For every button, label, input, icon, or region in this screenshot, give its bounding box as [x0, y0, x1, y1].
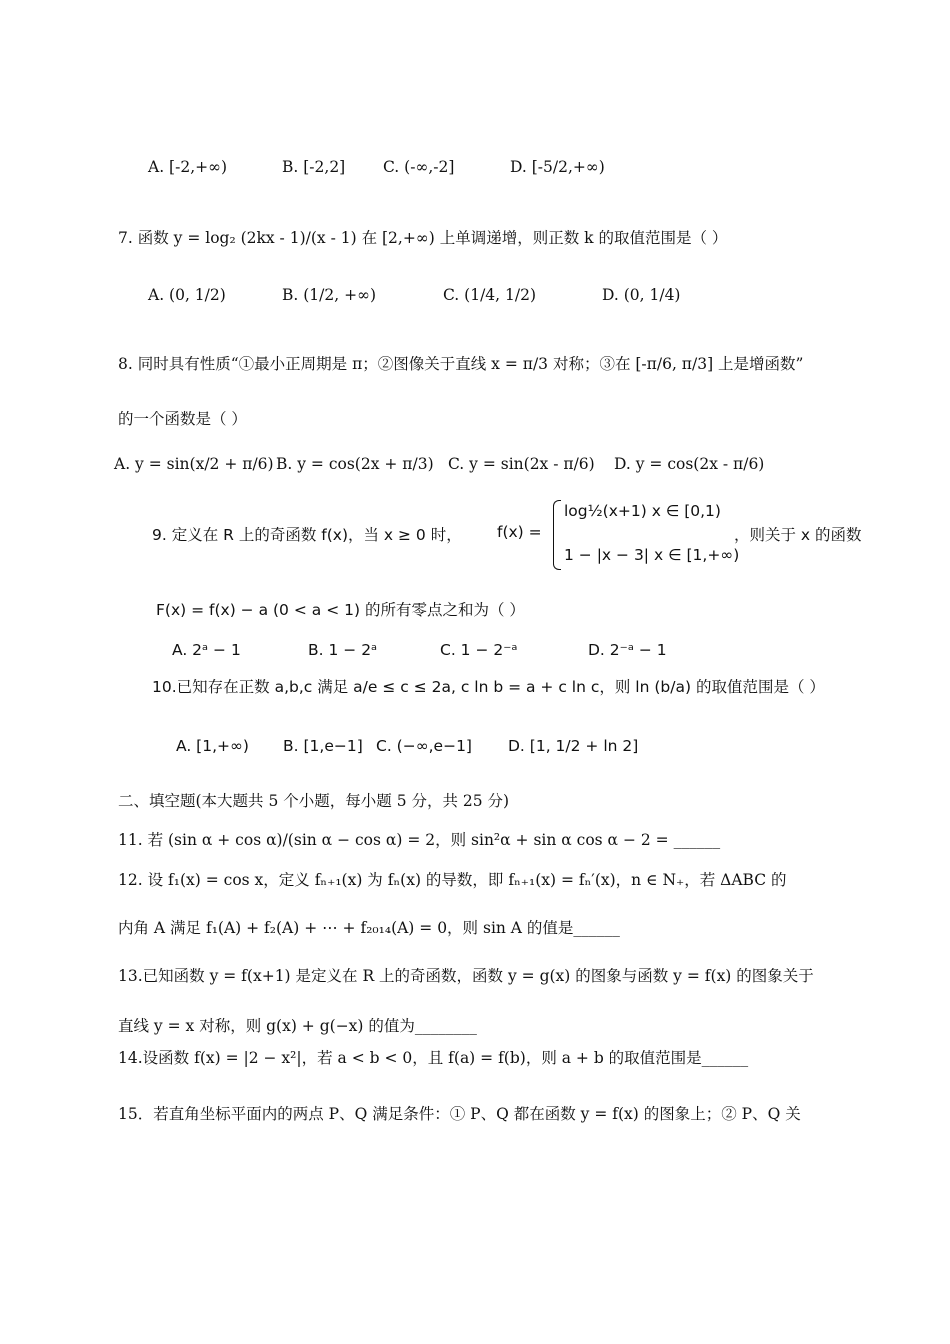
q10-option-a: A. [1,+∞) — [176, 737, 249, 755]
q7-stem: 7. 函数 y = log₂ (2kx - 1)/(x - 1) 在 [2,+∞) 上单调递增，则正数 k 的取值范围是（ ） — [118, 229, 728, 247]
q12-line-2: 内角 A 满足 f₁(A) + f₂(A) + ⋯ + f₂₀₁₄(A) = 0，则 sin A 的值是______ — [118, 919, 620, 937]
q7-option-d: D. (0, 1/4) — [602, 286, 681, 304]
q8-option-a: A. y = sin(x/2 + π/6) — [114, 455, 274, 473]
q15: 15．若直角坐标平面内的两点 P、Q 满足条件：① P、Q 都在函数 y = f(x) 的图象上；② P、Q 关 — [118, 1105, 801, 1123]
q9-piece-2: 1 − |x − 3| x ∈ [1,+∞) — [564, 546, 740, 564]
q9-stem: 9. 定义在 R 上的奇函数 f(x)，当 x ≥ 0 时， — [152, 526, 462, 544]
q10-option-c: C. (−∞,e−1] — [376, 737, 472, 755]
q9-option-a: A. 2ᵃ − 1 — [172, 641, 241, 659]
q14: 14.设函数 f(x) = |2 − x²|，若 a < b < 0，且 f(a) = f(b)，则 a + b 的取值范围是______ — [118, 1049, 749, 1067]
q10-option-d: D. [1, 1/2 + ln 2] — [508, 737, 639, 755]
q9-piecewise-lhs: f(x) = — [497, 523, 542, 541]
q10-stem: 10.已知存在正数 a,b,c 满足 a/e ≤ c ≤ 2a, c ln b = a + c ln c，则 ln (b/a) 的取值范围是（ ） — [152, 678, 825, 696]
q6-option-a: A. [-2,+∞) — [148, 158, 228, 176]
q13-line-2: 直线 y = x 对称，则 g(x) + g(−x) 的值为________ — [118, 1017, 477, 1035]
q7-option-a: A. (0, 1/2) — [148, 286, 226, 304]
q9-option-c: C. 1 − 2⁻ᵃ — [440, 641, 518, 659]
q6-option-d: D. [-5/2,+∞) — [510, 158, 605, 176]
q8-stem: 8. 同时具有性质“①最小正周期是 π；②图像关于直线 x = π/3 对称；③在 [-π/6, π/3] 上是增函数” — [118, 355, 804, 373]
q9-piecewise-brace — [553, 500, 561, 570]
q9-stem-continued: F(x) = f(x) − a (0 < a < 1) 的所有零点之和为（ ） — [156, 601, 525, 619]
q10-option-b: B. [1,e−1] — [283, 737, 363, 755]
q12-line-1: 12. 设 f₁(x) = cos x，定义 fₙ₊₁(x) 为 fₙ(x) 的导数，即 fₙ₊₁(x) = fₙ′(x)，n ∈ N₊，若 ΔABC 的 — [118, 871, 787, 889]
q9-option-b: B. 1 − 2ᵃ — [308, 641, 378, 659]
q6-option-b: B. [-2,2] — [282, 158, 346, 176]
q7-option-c: C. (1/4, 1/2) — [443, 286, 536, 304]
q11: 11. 若 (sin α + cos α)/(sin α − cos α) = 2，则 sin²α + sin α cos α − 2 = ______ — [118, 831, 721, 849]
q7-option-b: B. (1/2, +∞) — [282, 286, 377, 304]
q8-stem-continued: 的一个函数是（ ） — [118, 410, 247, 428]
q8-option-c: C. y = sin(2x - π/6) — [448, 455, 595, 473]
q9-stem-tail: ，则关于 x 的函数 — [734, 526, 862, 544]
q9-option-d: D. 2⁻ᵃ − 1 — [588, 641, 667, 659]
section-heading: 二、填空题(本大题共 5 个小题，每小题 5 分，共 25 分) — [118, 792, 510, 810]
q13-line-1: 13.已知函数 y = f(x+1) 是定义在 R 上的奇函数，函数 y = g(x) 的图象与函数 y = f(x) 的图象关于 — [118, 967, 814, 985]
q8-option-b: B. y = cos(2x + π/3) — [276, 455, 434, 473]
q8-option-d: D. y = cos(2x - π/6) — [614, 455, 765, 473]
q6-option-c: C. (-∞,-2] — [383, 158, 455, 176]
q9-piece-1: log½(x+1) x ∈ [0,1) — [564, 502, 721, 520]
